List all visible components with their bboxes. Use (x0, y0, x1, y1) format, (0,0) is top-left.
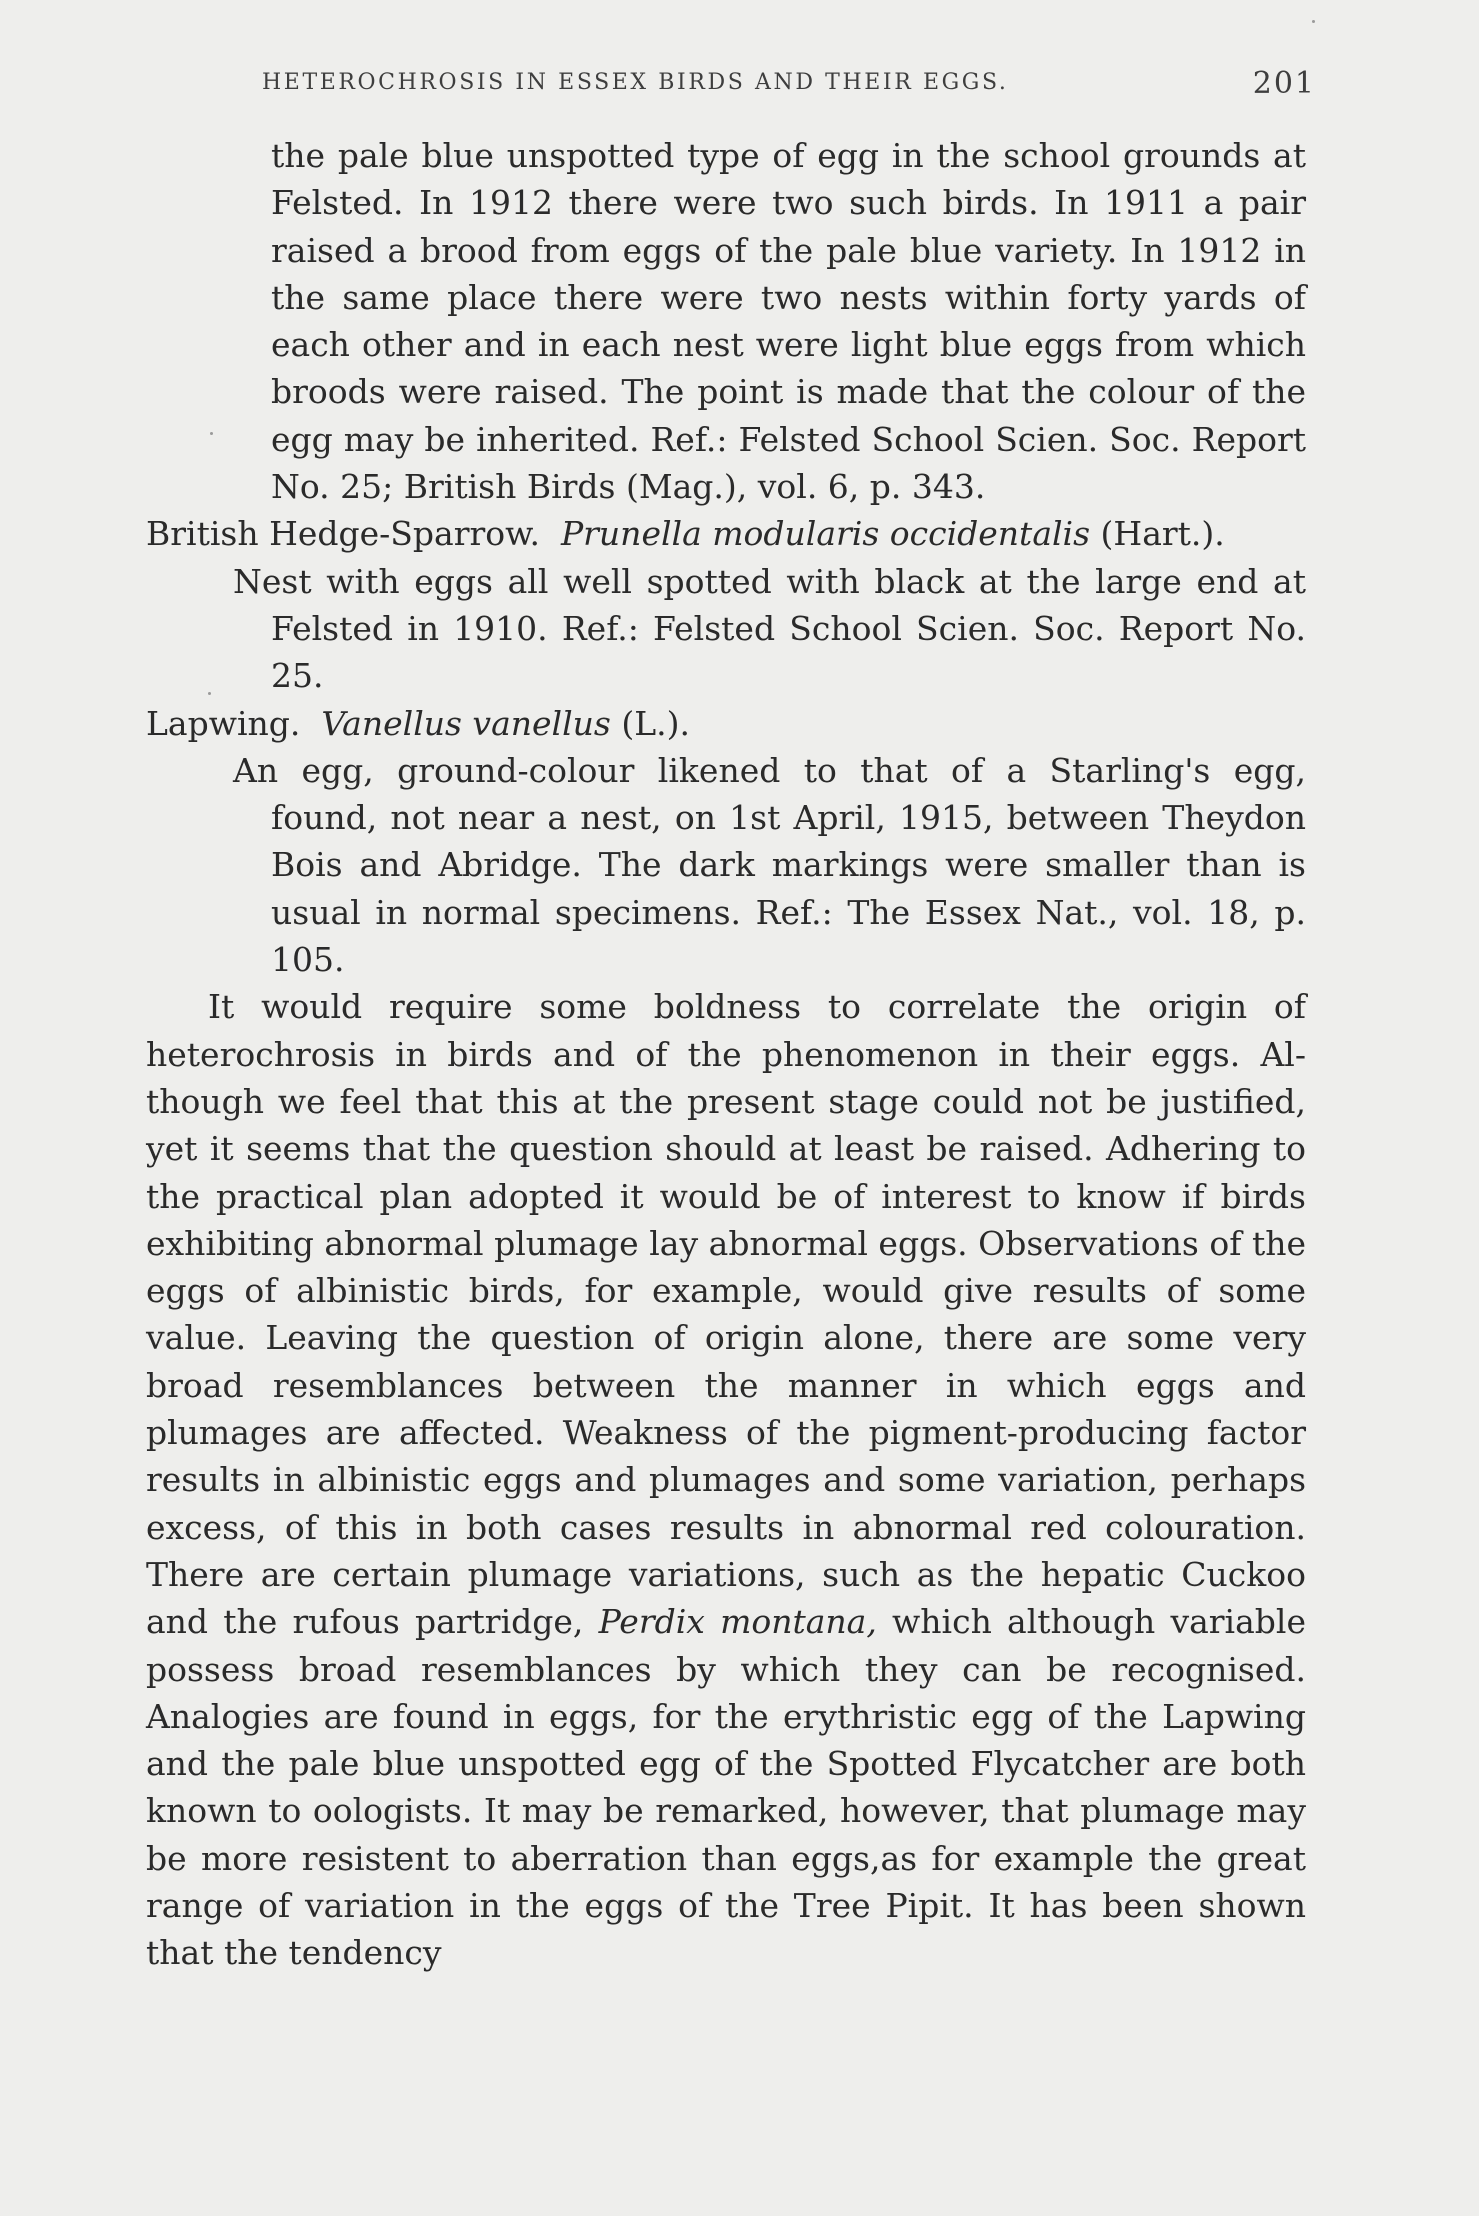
latin-name: Prunella modularis occidentalis (560, 514, 1091, 554)
discussion-paragraph (146, 983, 1306, 1976)
authority: (L.). (621, 703, 690, 743)
scan-speck (1312, 20, 1315, 23)
page-body (146, 132, 1306, 1977)
scan-speck (210, 432, 213, 435)
common-name: Lapwing. (146, 703, 301, 743)
running-title: HETEROCHROSIS IN ESSEX BIRDS AND THEIR EGGS. (262, 70, 1009, 95)
species-heading (146, 510, 1306, 557)
discussion-text-part1: It would require some boldness to correlate the origin of heterochrosis in birds and of the phenomenon in their eggs. Although we feel that this at the present stage could not be justified, yet it seems that the question should at least be raised. Adhering to the practical plan adopted it would be of interest to know if birds exhibiting abnormal plumage lay abnormal eggs. Observations of the eggs of albinistic birds, for example, would give results of some value. Leaving the question of origin alone, there are some very broad resemblances between the manner in which eggs and plumages are affected. Weakness of the pigment-producing factor results in albinistic eggs and plumages and some variation, perhaps excess, of this in both cases results in abnormal red colouration. There are certain plumage variations, such as the hepatic Cuckoo and the rufous partridge, (146, 987, 1306, 1642)
scan-speck (208, 692, 211, 695)
species-entry-lapwing (146, 700, 1306, 984)
species-heading (146, 700, 1306, 747)
discussion-latin-name: Perdix montana, (598, 1602, 877, 1642)
running-header (262, 66, 1316, 106)
authority: (Hart.). (1100, 514, 1225, 554)
latin-name: Vanellus vanellus (321, 703, 611, 743)
species-note: Nest with eggs all well spotted with black at the large end at Felsted in 1910. Ref.: Felsted School Scien. Soc. Report No. 25. (233, 561, 1306, 696)
discussion-text-part2: which although variable possess broad resemblances by which they can be recognised. Analogies are found in eggs, for the erythristic egg of the Lapwing and the pale blue unspotted egg of the Spotted Flycatcher are both known to oologists. It may be remarked, however, that plumage may be more resistent to aberration than eggs,as for example the great range of variation in the eggs of the Tree Pipit. It has been shown that the tendency (146, 1602, 1306, 1973)
continuation-paragraph: the pale blue unspotted type of egg in the school grounds at Felsted. In 1912 there were two such birds. In 1911 a pair raised a brood from eggs of the pale blue variety. In 1912 in the same place there were two nests within forty yards of each other and in each nest were light blue eggs from which broods were raised. The point is made that the colour of the egg may be inherited. Ref.: Felsted School Scien. Soc. Report No. 25; British Birds (Mag.), vol. 6, p. 343. (271, 136, 1306, 507)
common-name: British Hedge-Sparrow. (146, 514, 540, 554)
species-entry-hedge-sparrow (146, 510, 1306, 699)
species-note: An egg, ground-colour likened to that of a Starling's egg, found, not near a nest, on 1st April, 1915, between Theydon Bois and Abridge. The dark markings were smaller than is usual in normal specimens. Ref.: The Essex Nat., vol. 18, p. 105. (233, 750, 1306, 980)
page-number: 201 (1252, 66, 1316, 101)
